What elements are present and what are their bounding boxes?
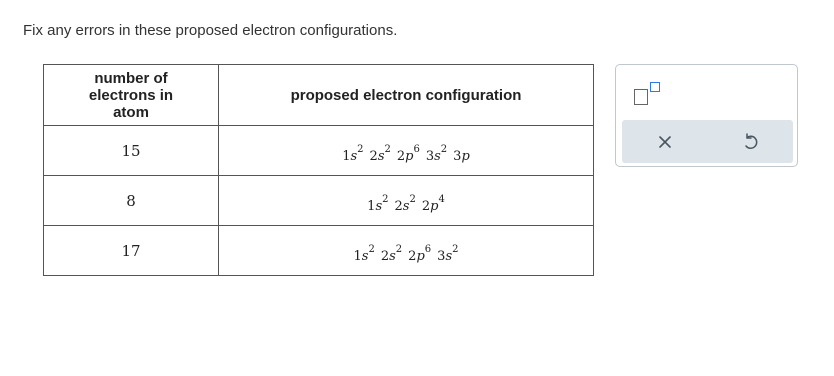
orbital-term [437,243,459,264]
undo-icon [740,131,762,153]
electron-superscript: 2 [357,143,364,155]
question-prompt: Fix any errors in these proposed electron configurations. [23,22,398,39]
subshell-letter: p [430,198,439,214]
orbital-term [396,143,420,164]
electron-superscript: 2 [395,243,403,255]
table-row [44,126,594,176]
config-cell[interactable] [219,226,594,276]
electron-configuration [339,143,473,164]
shell-number: 1 [367,198,376,214]
orbital-term [408,243,432,264]
shell-number: 2 [408,248,417,264]
subshell-letter: s [361,248,369,264]
shell-number: 2 [421,198,431,214]
table-row [44,226,594,276]
superscript-box [650,82,660,92]
orbital-term [369,143,391,164]
tool-bar [622,120,793,163]
orbital-term [453,149,470,164]
electron-config-table [43,64,594,276]
subshell-letter: s [434,148,441,164]
base-box [634,89,648,105]
header-electrons-line1: number of [94,69,168,87]
undo-button[interactable] [740,131,762,153]
header-electrons-line2: electrons in [88,86,174,104]
config-cell[interactable] [219,126,594,176]
shell-number: 2 [396,148,406,164]
subshell-letter: p [405,148,414,164]
orbital-term [421,193,445,214]
electron-superscript: 6 [413,143,420,155]
shell-number: 3 [437,248,446,264]
electron-configuration [364,193,448,214]
header-electrons-line3: atom [113,103,149,121]
header-config: proposed electron configuration [219,65,594,126]
electron-superscript: 2 [440,143,448,155]
electron-count: 15 [44,126,219,176]
electron-superscript: 4 [438,193,445,205]
superscript-box-icon[interactable] [634,82,664,106]
shell-number: 3 [425,148,435,164]
orbital-term [425,143,448,164]
electron-superscript: 2 [409,193,416,205]
table-row [44,176,594,226]
subshell-letter: s [445,248,453,264]
subshell-letter: s [375,198,383,214]
subshell-letter: s [402,198,410,214]
subshell-letter: p [416,248,425,264]
electron-superscript: 2 [384,143,391,155]
electron-configuration [351,243,462,264]
subshell-letter: p [461,148,470,164]
subshell-letter: s [377,148,385,164]
clear-button[interactable] [654,131,676,153]
orbital-term [353,243,375,264]
header-electrons [44,65,219,126]
electron-superscript: 6 [424,243,432,255]
close-icon [654,131,676,153]
orbital-term [380,243,403,264]
shell-number: 2 [380,248,390,264]
shell-number: 2 [394,198,403,214]
electron-count: 17 [44,226,219,276]
electron-superscript: 2 [452,243,459,255]
shell-number: 1 [342,148,351,164]
config-cell[interactable] [219,176,594,226]
electron-count: 8 [44,176,219,226]
orbital-term [342,143,364,164]
shell-number: 1 [353,248,362,264]
answer-tool-panel [615,64,798,167]
orbital-term [367,193,389,214]
electron-superscript: 2 [368,243,375,255]
shell-number: 3 [453,148,462,164]
electron-superscript: 2 [382,193,389,205]
subshell-letter: s [389,248,396,264]
orbital-term [394,193,416,214]
table-header-row [44,65,594,126]
shell-number: 2 [369,148,378,164]
subshell-letter: s [350,148,358,164]
